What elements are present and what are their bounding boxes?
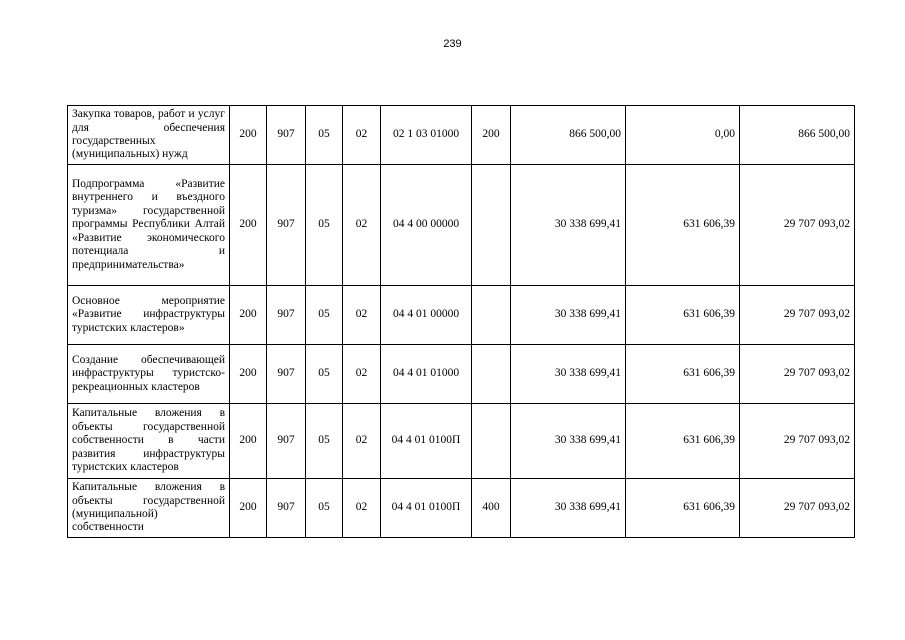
row-amount-1: 30 338 699,41 — [511, 404, 626, 479]
row-code-1: 200 — [230, 345, 267, 404]
row-amount-3: 29 707 093,02 — [740, 404, 855, 479]
row-section: 05 — [306, 106, 343, 165]
row-amount-2: 631 606,39 — [626, 345, 740, 404]
row-description: Капитальные вложения в объекты государственной собственности в части развития инфраструктуры туристских кластеров — [68, 404, 230, 479]
table-row — [68, 404, 855, 479]
row-section: 05 — [306, 345, 343, 404]
row-target-article: 04 4 01 00000 — [381, 286, 472, 345]
row-expense-type — [472, 404, 511, 479]
row-section: 05 — [306, 404, 343, 479]
row-section: 05 — [306, 479, 343, 538]
row-expense-type: 200 — [472, 106, 511, 165]
row-code-2: 907 — [267, 106, 306, 165]
row-subsection: 02 — [343, 286, 381, 345]
row-code-2: 907 — [267, 165, 306, 286]
row-code-2: 907 — [267, 404, 306, 479]
row-section: 05 — [306, 286, 343, 345]
row-section: 05 — [306, 165, 343, 286]
row-code-1: 200 — [230, 479, 267, 538]
table-row — [68, 106, 855, 165]
row-target-article: 04 4 01 0100П — [381, 479, 472, 538]
table-row — [68, 165, 855, 286]
row-subsection: 02 — [343, 106, 381, 165]
row-target-article: 04 4 01 0100П — [381, 404, 472, 479]
row-target-article: 02 1 03 01000 — [381, 106, 472, 165]
row-amount-1: 30 338 699,41 — [511, 345, 626, 404]
row-code-1: 200 — [230, 286, 267, 345]
table-row — [68, 479, 855, 538]
row-code-2: 907 — [267, 479, 306, 538]
row-subsection: 02 — [343, 345, 381, 404]
row-description: Основное мероприятие «Развитие инфраструктуры туристских кластеров» — [68, 286, 230, 345]
row-amount-2: 631 606,39 — [626, 165, 740, 286]
row-code-1: 200 — [230, 404, 267, 479]
row-subsection: 02 — [343, 479, 381, 538]
row-amount-3: 29 707 093,02 — [740, 479, 855, 538]
row-expense-type — [472, 165, 511, 286]
row-amount-2: 631 606,39 — [626, 404, 740, 479]
row-amount-1: 30 338 699,41 — [511, 479, 626, 538]
page-number: 239 — [443, 38, 462, 50]
row-expense-type — [472, 345, 511, 404]
row-description: Создание обеспечивающей инфраструктуры туристско-рекреационных кластеров — [68, 345, 230, 404]
row-subsection: 02 — [343, 404, 381, 479]
row-amount-3: 29 707 093,02 — [740, 165, 855, 286]
row-code-1: 200 — [230, 106, 267, 165]
row-description: Закупка товаров, работ и услуг для обеспечения государственных (муниципальных) нужд — [68, 106, 230, 165]
budget-table — [67, 105, 855, 538]
table-row — [68, 345, 855, 404]
row-expense-type — [472, 286, 511, 345]
row-amount-1: 866 500,00 — [511, 106, 626, 165]
row-target-article: 04 4 00 00000 — [381, 165, 472, 286]
row-code-1: 200 — [230, 165, 267, 286]
row-amount-2: 631 606,39 — [626, 479, 740, 538]
row-amount-2: 0,00 — [626, 106, 740, 165]
row-code-2: 907 — [267, 286, 306, 345]
row-amount-3: 29 707 093,02 — [740, 345, 855, 404]
row-amount-3: 866 500,00 — [740, 106, 855, 165]
row-subsection: 02 — [343, 165, 381, 286]
row-amount-3: 29 707 093,02 — [740, 286, 855, 345]
row-code-2: 907 — [267, 345, 306, 404]
row-description: Подпрограмма «Развитие внутреннего и въездного туризма» государственной программы Республики Алтай «Развитие экономического потенциала и предпринимательства» — [68, 165, 230, 286]
row-description: Капитальные вложения в объекты государственной (муниципальной) собственности — [68, 479, 230, 538]
row-amount-1: 30 338 699,41 — [511, 286, 626, 345]
row-amount-2: 631 606,39 — [626, 286, 740, 345]
row-target-article: 04 4 01 01000 — [381, 345, 472, 404]
row-expense-type: 400 — [472, 479, 511, 538]
row-amount-1: 30 338 699,41 — [511, 165, 626, 286]
table-row — [68, 286, 855, 345]
